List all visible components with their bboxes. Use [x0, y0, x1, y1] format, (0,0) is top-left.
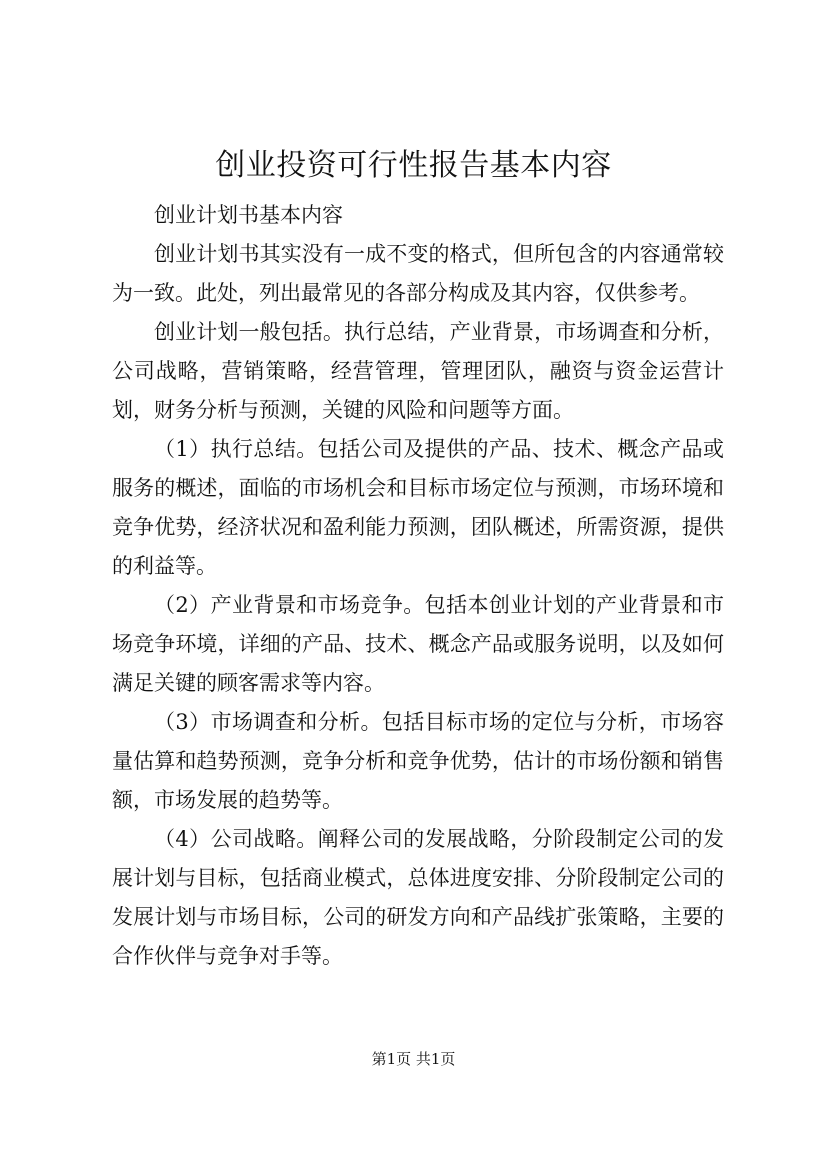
paragraph-heading: 创业计划书基本内容	[154, 203, 343, 227]
paragraph-section-2: （2）产业背景和市场竞争。包括本创业计划的产业背景和市场竞争环境，详细的产品、技术、概念产品或服务说明，以及如何满足关键的顾客需求等内容。	[112, 593, 724, 695]
page-number-footer: 第1页 共1页	[371, 1050, 456, 1068]
paragraph-overview: 创业计划一般包括。执行总结，产业背景，市场调查和分析，公司战略，营销策略，经营管理，管理团队，融资与资金运营计划，财务分析与预测，关键的风险和问题等方面。	[112, 320, 724, 422]
paragraph-section-4: （4）公司战略。阐释公司的发展战略，分阶段制定公司的发展计划与目标，包括商业模式，总体进度安排、分阶段制定公司的发展计划与市场目标，公司的研发方向和产品线扩张策略，主要的合作伙伴与竞争对手等。	[112, 827, 724, 968]
paragraph-section-3: （3）市场调查和分析。包括目标市场的定位与分析，市场容量估算和趋势预测，竞争分析和竞争优势，估计的市场份额和销售额，市场发展的趋势等。	[112, 710, 724, 812]
paragraph-section-1: （1）执行总结。包括公司及提供的产品、技术、概念产品或服务的概述，面临的市场机会和目标市场定位与预测，市场环境和竞争优势，经济状况和盈利能力预测，团队概述，所需资源，提供的利益等。	[112, 437, 724, 578]
paragraph-intro: 创业计划书其实没有一成不变的格式，但所包含的内容通常较为一致。此处，列出最常见的各部分构成及其内容，仅供参考。	[112, 242, 724, 305]
document-title: 创业投资可行性报告基本内容	[215, 148, 612, 183]
document-body	[112, 196, 724, 976]
